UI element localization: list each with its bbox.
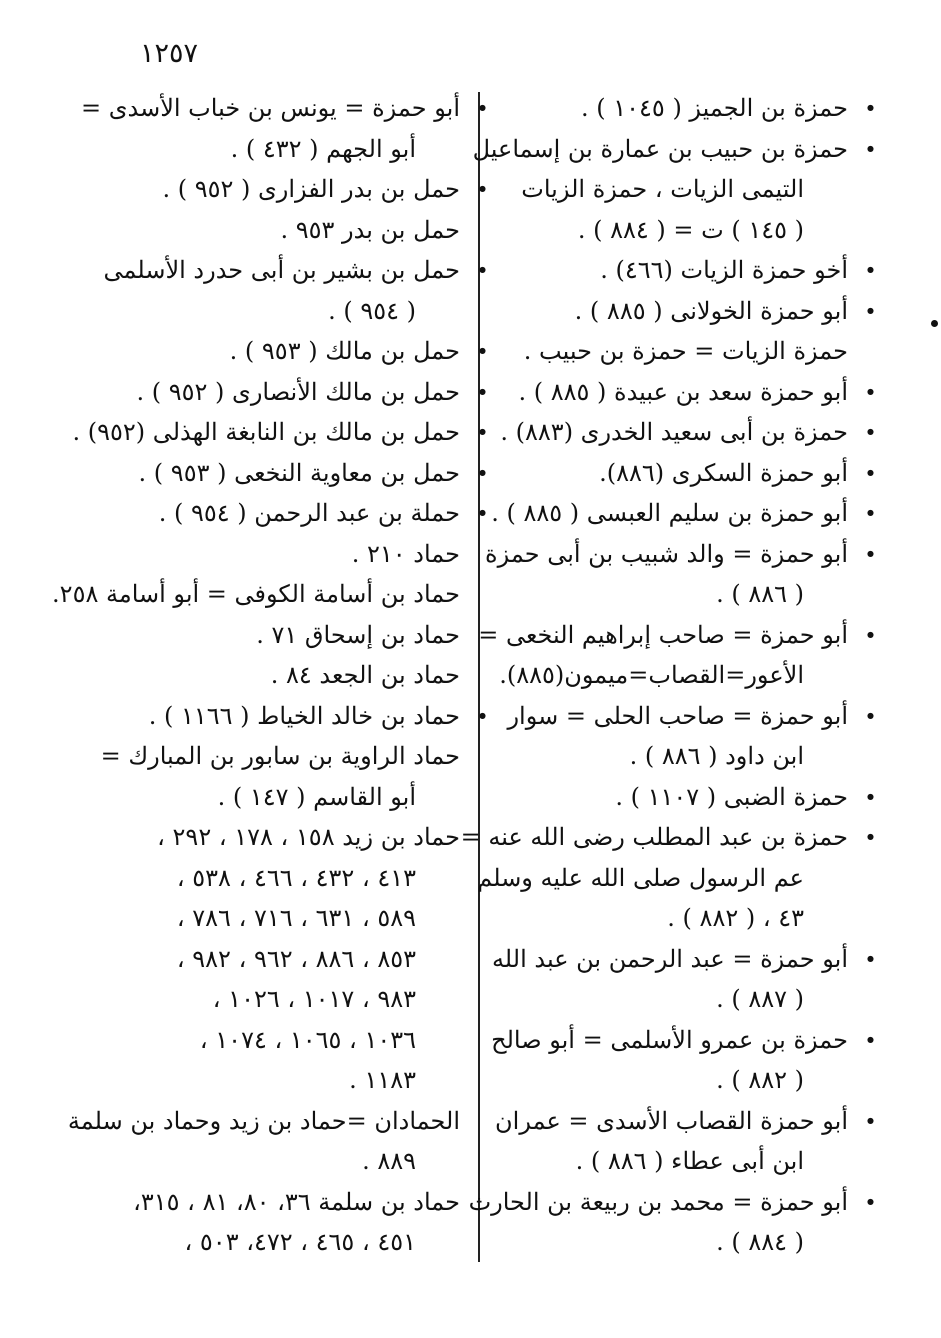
- entry-continuation: عم الرسول صلى الله عليه وسلم: [477, 863, 804, 892]
- entry-text: الحمادان =حماد بن زيد وحماد بن سلمة: [67, 1106, 460, 1135]
- entry-text: ● أبو حمزة القصاب الأسدى = عمران: [495, 1106, 848, 1135]
- entry-text: حماد بن الجعد ٨٤ .: [270, 661, 460, 689]
- index-entry: [72, 412, 460, 453]
- entry-continuation: الأعور=القصاب=ميمون(٨٨٥).: [499, 661, 804, 689]
- index-entry: [472, 129, 848, 251]
- index-entry: [498, 250, 848, 291]
- entry-continuation: ( ٨٨٤ ) .: [716, 1228, 804, 1256]
- index-entry: [108, 817, 460, 1101]
- index-entry: [100, 736, 460, 817]
- index-column-left: [52, 88, 460, 1263]
- index-entry: [491, 1020, 848, 1101]
- entry-text: ● أبو حمزة = والد شبيب بن أبى حمزة: [485, 539, 848, 568]
- index-entry: [498, 331, 848, 372]
- entry-text: حماد بن أسامة الكوفى = أبو أسامة ٢٥٨.: [52, 580, 460, 608]
- index-entry: [468, 1182, 848, 1263]
- entry-continuation: ( ١٤٥ ) ت = ( ٨٨٤ ) .: [577, 215, 804, 244]
- index-entry: [491, 939, 848, 1020]
- entry-text: ● أبو حمزة = صاحب إبراهيم النخعى =: [478, 620, 848, 649]
- index-entry: [498, 696, 848, 777]
- entry-continuation: ٤٥١ ، ٤٦٥ ، ٤٧٢، ٥٠٣ ،: [184, 1228, 416, 1256]
- index-entry: [495, 1101, 848, 1182]
- index-entry: [108, 453, 460, 494]
- entry-continuation: التيمى الزيات ، حمزة الزيات: [521, 175, 804, 203]
- entry-continuation: أبو الجهم ( ٤٣٢ ) .: [230, 134, 416, 163]
- index-entry: [108, 696, 460, 737]
- entry-continuation: ٩٨٣ ، ١٠١٧ ، ١٠٢٦ ،: [212, 985, 416, 1013]
- entry-continuation: ابن داود ( ٨٨٦ ) .: [629, 742, 804, 770]
- entry-text: ● حملة بن عبد الرحمن ( ٩٥٤ ) .: [158, 499, 460, 527]
- index-entry: [108, 615, 460, 656]
- index-entry: [108, 534, 460, 575]
- index-entry: [498, 291, 848, 332]
- index-entry: [498, 372, 848, 413]
- entry-text: ● حمل بن مالك بن النابغة الهذلى (٩٥٢) .: [72, 418, 460, 446]
- index-entry: [108, 1182, 460, 1263]
- index-entry: [498, 777, 848, 818]
- entry-continuation: ( ٨٨٧ ) .: [716, 985, 804, 1013]
- index-entry: [108, 493, 460, 534]
- entry-continuation: ( ٨٨٦ ) .: [716, 580, 804, 608]
- entry-text: ● أخو حمزة الزيات (٤٦٦) .: [600, 256, 848, 284]
- entry-continuation: أبو القاسم ( ١٤٧ ) .: [217, 782, 416, 811]
- index-entry: [498, 88, 848, 129]
- index-entry: [478, 615, 848, 696]
- entry-text: ● حمزة بن عبد المطلب رضى الله عنه =: [460, 823, 848, 851]
- entry-text: حماد بن زيد ١٥٨ ، ١٧٨ ، ٢٩٢ ،: [157, 823, 460, 851]
- entry-text: ● أبو حمزة = صاحب الحلى = سوار: [507, 701, 848, 730]
- index-entry: [460, 817, 848, 939]
- index-entry: [498, 412, 848, 453]
- entry-text: ● حمزة الضبى ( ١١٠٧ ) .: [615, 782, 848, 811]
- index-entry: [108, 331, 460, 372]
- index-entry: [108, 169, 460, 210]
- entry-text: ● أبو حمزة الخولانى ( ٨٨٥ ) .: [574, 296, 848, 325]
- entry-continuation: ١١٨٣ .: [349, 1066, 416, 1094]
- entry-text: ● أبو حمزة = محمد بن ربيعة بن الحارث: [468, 1187, 848, 1216]
- entry-text: حماد بن إسحاق ٧١ .: [256, 620, 460, 649]
- page-number: ١٢٥٧: [140, 38, 199, 69]
- index-entry: [491, 493, 848, 534]
- index-entry: [80, 88, 460, 169]
- entry-text: ● أبو حمزة بن سليم العبسى ( ٨٨٥ ) .: [491, 499, 848, 527]
- entry-text: حماد ٢١٠ .: [351, 539, 460, 568]
- index-entry: [108, 372, 460, 413]
- entry-text: ● أبو حمزة = عبد الرحمن بن عبد الله: [491, 944, 848, 973]
- entry-text: حمل بن بدر ٩٥٣ .: [280, 215, 460, 244]
- margin-mark: [931, 320, 938, 327]
- entry-text: ● حمل بن مالك الأنصارى ( ٩٥٢ ) .: [136, 377, 460, 406]
- entry-continuation: ابن أبى عطاء ( ٨٨٦ ) .: [575, 1147, 804, 1175]
- entry-text: ● حمل بن بشير بن أبى حدرد الأسلمى: [103, 256, 460, 284]
- entry-text: حماد بن سلمة ٣٦، ٨٠، ٨١ ، ٣١٥،: [133, 1187, 460, 1216]
- index-entry: [108, 655, 460, 696]
- index-column-right: [460, 88, 848, 1263]
- entry-text: ● حمزة بن حبيب بن عمارة بن إسماعيل: [472, 134, 848, 163]
- index-entry: [498, 453, 848, 494]
- entry-text: ● حمزة بن عمرو الأسلمى = أبو صالح: [491, 1025, 848, 1054]
- entry-text: ● أبو حمزة السكرى (٨٨٦).: [599, 458, 848, 487]
- entry-continuation: ٥٨٩ ، ٦٣١ ، ٧١٦ ، ٧٨٦ ،: [176, 904, 416, 932]
- entry-text: ● حمل بن مالك ( ٩٥٣ ) .: [229, 337, 460, 365]
- entry-continuation: ( ٩٥٤ ) .: [328, 296, 416, 325]
- index-entry: [67, 1101, 460, 1182]
- entry-text: ● أبو حمزة سعد بن عبيدة ( ٨٨٥ ) .: [518, 377, 848, 406]
- entry-text: ● حماد بن خالد الخياط ( ١١٦٦ ) .: [148, 701, 460, 730]
- entry-text: ● حمزة بن أبى سعيد الخدرى (٨٨٣) .: [500, 418, 848, 446]
- entry-text: ● حمل بن بدر الفزارى ( ٩٥٢ ) .: [162, 175, 460, 203]
- entry-continuation: ٨٨٩ .: [362, 1147, 416, 1175]
- entry-continuation: ١٠٣٦ ، ١٠٦٥ ، ١٠٧٤ ،: [199, 1025, 416, 1054]
- entry-text: ● حمل بن معاوية النخعى ( ٩٥٣ ) .: [138, 458, 460, 487]
- index-entry: [103, 250, 460, 331]
- entry-continuation: ( ٨٨٢ ) .: [716, 1066, 804, 1094]
- entry-text: حماد الراوية بن سابور بن المبارك =: [100, 742, 460, 770]
- entry-continuation: ٨٥٣ ، ٨٨٦ ، ٩٦٢ ، ٩٨٢ ،: [176, 944, 416, 973]
- entry-continuation: ٤٣ ، ( ٨٨٢ ) .: [667, 904, 804, 932]
- index-entry: [108, 210, 460, 251]
- entry-text: ● أبو حمزة = يونس بن خباب الأسدى =: [80, 94, 460, 122]
- entry-continuation: ٤١٣ ، ٤٣٢ ، ٤٦٦ ، ٥٣٨ ،: [176, 863, 416, 892]
- entry-text: حمزة الزيات = حمزة بن حبيب .: [523, 337, 848, 365]
- entry-text: ● حمزة بن الجميز ( ١٠٤٥ ) .: [581, 94, 848, 122]
- index-entry: [52, 574, 460, 615]
- index-entry: [485, 534, 848, 615]
